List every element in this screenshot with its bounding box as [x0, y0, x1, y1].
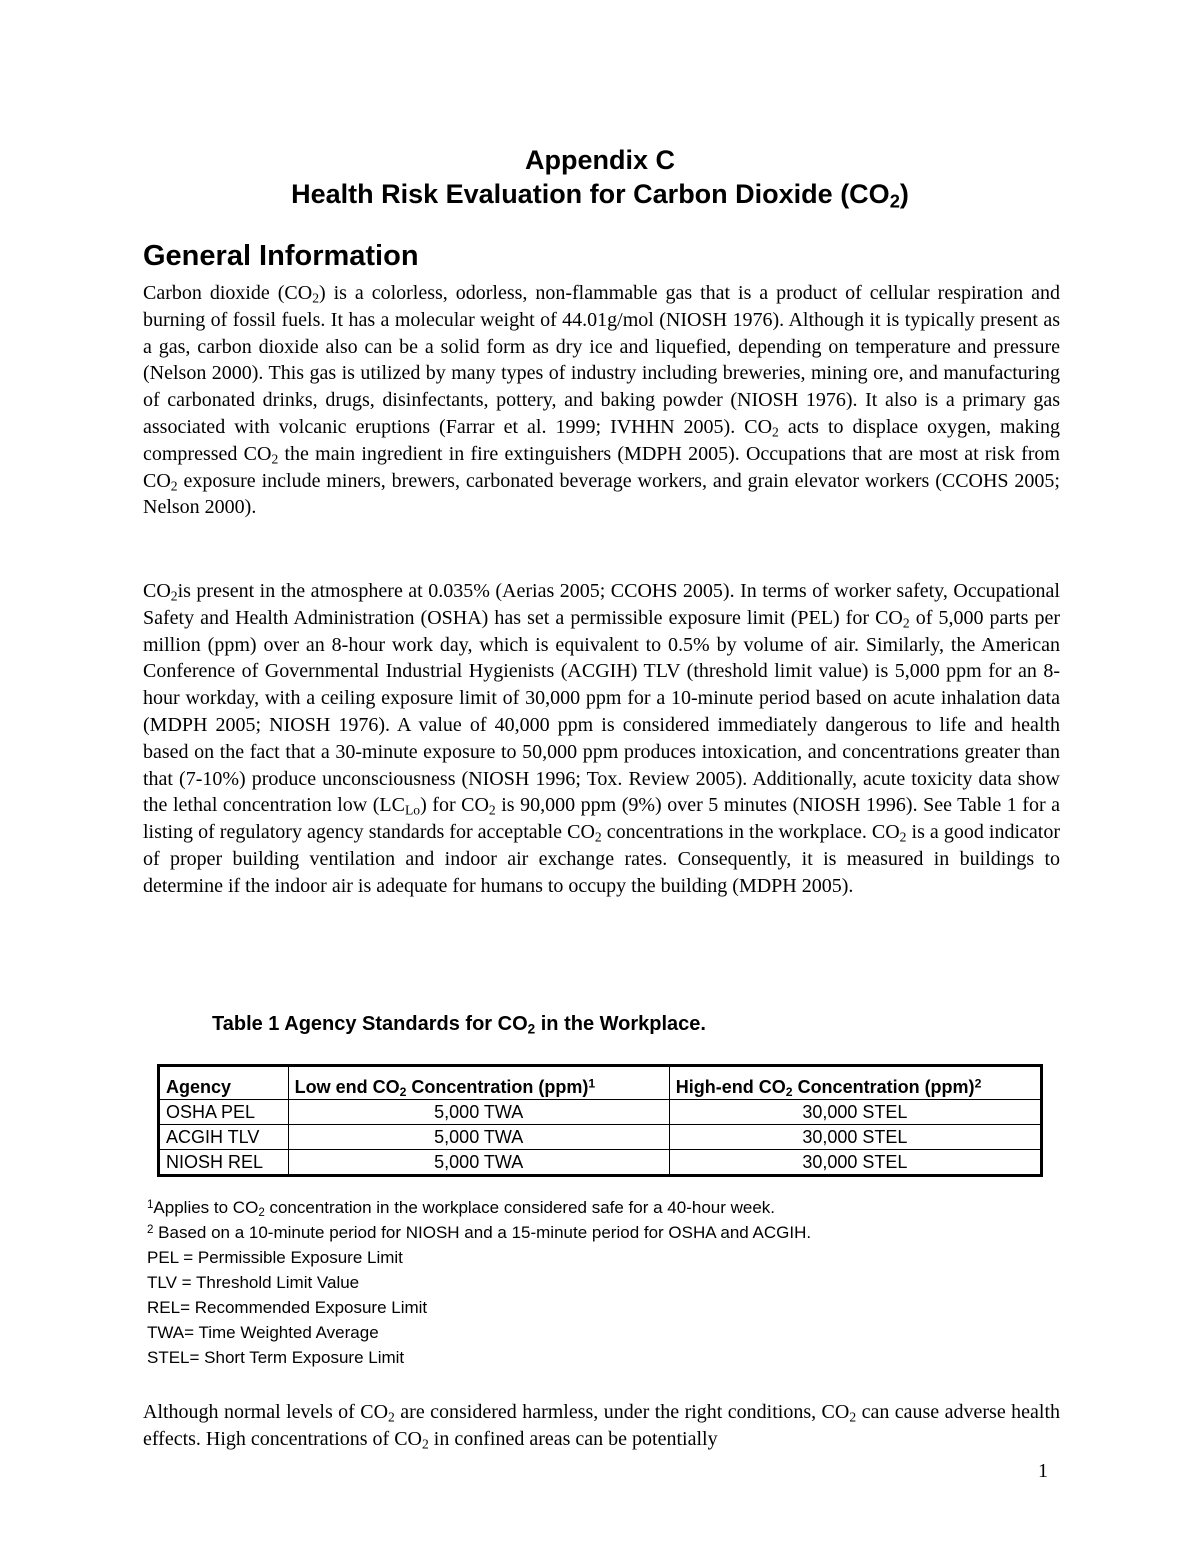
- cell-low: 5,000 TWA: [288, 1150, 669, 1176]
- cell-agency: OSHA PEL: [159, 1100, 289, 1125]
- header-high-end: [669, 1066, 1041, 1100]
- subscript: 2: [488, 802, 496, 818]
- text-run: acts to displace oxygen, making compressed CO: [143, 415, 1060, 465]
- header-text: High-end CO: [675, 1077, 786, 1097]
- cell-low: 5,000 TWA: [288, 1100, 669, 1125]
- subscript: 2: [594, 829, 602, 845]
- text-run: is a good indicator of proper building ventilation and indoor air exchange rates. Consequently, it is measured in buildings to determine if the indoor air is adequate for humans to occupy the building (MDPH 2005).: [143, 821, 1060, 897]
- caption-text: Table 1 Agency Standards for CO: [212, 1013, 528, 1035]
- subscript: 2: [422, 1436, 429, 1452]
- footnote-text: Applies to CO: [153, 1198, 259, 1217]
- header-text: Low end CO: [294, 1077, 400, 1097]
- cell-high: 30,000 STEL: [669, 1125, 1041, 1150]
- paragraph-health-effects: [143, 1399, 1060, 1453]
- definition-twa: TWA= Time Weighted Average: [147, 1323, 379, 1342]
- text-run: of 5,000 parts per million (ppm) over an 8-hour work day, which is equivalent to 0.5% by volume of air. Similarly, the American Conference of Governmental Industrial Hygienists (ACGIH) TLV (threshold limit value) is 5,000 ppm for an 8-hour workday, with a ceiling exposure limit of 30,000 ppm for a 10-minute period based on acute inhalation data (MDPH 2005; NIOSH 1976). A value of 40,000 ppm is considered immediately dangerous to life and health based on the fact that a 30-minute exposure to 50,000 ppm produces intoxication, and concentrations greater than that (7-10%) produce unconsciousness (NIOSH 1996; Tox. Review 2005). Additionally, acute toxicity data show the lethal concentration low (LC: [143, 606, 1060, 817]
- footnote-1: [147, 1195, 811, 1220]
- cell-agency: NIOSH REL: [159, 1150, 289, 1176]
- text-run: CO: [143, 580, 171, 602]
- title-line-2-text: Health Risk Evaluation for Carbon Dioxide (CO: [291, 179, 890, 209]
- table-row: [159, 1100, 1042, 1125]
- definition-stel: STEL= Short Term Exposure Limit: [147, 1348, 405, 1367]
- subscript: 2: [170, 477, 178, 493]
- footnote-2: [147, 1220, 811, 1245]
- table-row: [159, 1125, 1042, 1150]
- text-run: the main ingredient in fire extinguishers (MDPH 2005). Occupations that are most at risk from CO: [143, 442, 1060, 492]
- title-line-2-end: ): [899, 179, 909, 209]
- paragraph-exposure-limits: [143, 578, 1060, 900]
- subscript: 2: [312, 290, 319, 306]
- title-line-2: [0, 177, 1200, 211]
- subscript: 2: [170, 588, 178, 604]
- table-caption: [212, 1010, 706, 1038]
- text-run: ) is a colorless, odorless, non-flammable gas that is a product of cellular respiration and burning of fossil fuels. It has a molecular weight of 44.01g/mol (NIOSH 1976). Although it is typically present as a gas, carbon dioxide also can be a solid form as dry ice and liquefied, depending on temperature and pressure (Nelson 2000). This gas is utilized by many types of industry including breweries, mining ore, and manufacturing of carbonated drinks, drugs, disinfectants, pottery, and baking powder (NIOSH 1976). It also is a primary gas associated with volcanic eruptions (Farrar et al. 1999; IVHHN 2005). CO: [143, 282, 1061, 438]
- text-run: exposure include miners, brewers, carbonated beverage workers, and grain elevator workers (CCOHS 2005; Nelson 2000).: [143, 469, 1060, 519]
- caption-text-end: in the Workplace.: [535, 1013, 706, 1035]
- text-run: Carbon dioxide (CO: [143, 282, 313, 304]
- text-run: concentrations in the workplace. CO: [601, 821, 900, 844]
- header-text: Concentration (ppm): [406, 1077, 589, 1097]
- cell-agency: ACGIH TLV: [159, 1125, 289, 1150]
- subscript: 2: [785, 1085, 793, 1100]
- cell-low: 5,000 TWA: [288, 1125, 669, 1150]
- paragraph-general-info: [143, 280, 1060, 521]
- text-run: is present in the atmosphere at 0.035% (Aerias 2005; CCOHS 2005). In terms of worker safety, Occupational Safety and Health Administration (OSHA) has set a permissible exposure limit (PEL) for CO: [143, 580, 1060, 629]
- text-run: can cause adverse health effects. High concentrations of CO: [143, 1401, 1060, 1450]
- table-notes: [147, 1195, 811, 1370]
- cell-high: 30,000 STEL: [669, 1100, 1041, 1125]
- subscript: 2: [899, 829, 907, 845]
- table-row: [159, 1150, 1042, 1176]
- agency-standards-table: [157, 1064, 1043, 1177]
- footnote-text: Based on a 10-minute period for NIOSH and a 15-minute period for OSHA and ACGIH.: [153, 1223, 812, 1242]
- header-agency: Agency: [159, 1066, 289, 1100]
- superscript: 2: [147, 1223, 154, 1236]
- header-low-end: [288, 1066, 669, 1100]
- subscript: 2: [258, 1206, 265, 1219]
- text-run: are considered harmless, under the right conditions, CO: [394, 1401, 850, 1423]
- subscript: 2: [902, 615, 910, 631]
- superscript: 1: [147, 1198, 154, 1211]
- superscript: 1: [588, 1076, 596, 1091]
- cell-high: 30,000 STEL: [669, 1150, 1041, 1176]
- text-run: ) for CO: [420, 794, 489, 817]
- page-number: 1: [1038, 1460, 1048, 1482]
- text-run: Although normal levels of CO: [143, 1401, 389, 1423]
- subscript: 2: [271, 451, 279, 467]
- definition-tlv: TLV = Threshold Limit Value: [147, 1273, 360, 1292]
- footnote-text: concentration in the workplace considered safe for a 40-hour week.: [264, 1198, 776, 1217]
- subscript: 2: [527, 1021, 536, 1037]
- definition-pel: PEL = Permissible Exposure Limit: [147, 1248, 403, 1267]
- definition-rel: REL= Recommended Exposure Limit: [147, 1298, 428, 1317]
- section-heading: General Information: [143, 240, 419, 272]
- table-header-row: [159, 1066, 1042, 1100]
- subscript: 2: [399, 1085, 407, 1100]
- superscript: 2: [974, 1076, 982, 1091]
- header-text: Concentration (ppm): [792, 1077, 975, 1097]
- title-line-1: Appendix C: [524, 145, 675, 175]
- subscript: 2: [772, 424, 779, 440]
- subscript: 2: [388, 1409, 395, 1425]
- title-subscript: 2: [889, 190, 900, 212]
- subscript: Lo: [405, 802, 421, 818]
- document-title: [0, 143, 1200, 211]
- subscript: 2: [849, 1409, 857, 1425]
- text-run: is 90,000 ppm (9%) over 5 minutes (NIOSH 1996). See Table 1 for a listing of regulatory agency standards for acceptable CO: [143, 794, 1061, 844]
- text-run: in confined areas can be potentially: [428, 1427, 718, 1450]
